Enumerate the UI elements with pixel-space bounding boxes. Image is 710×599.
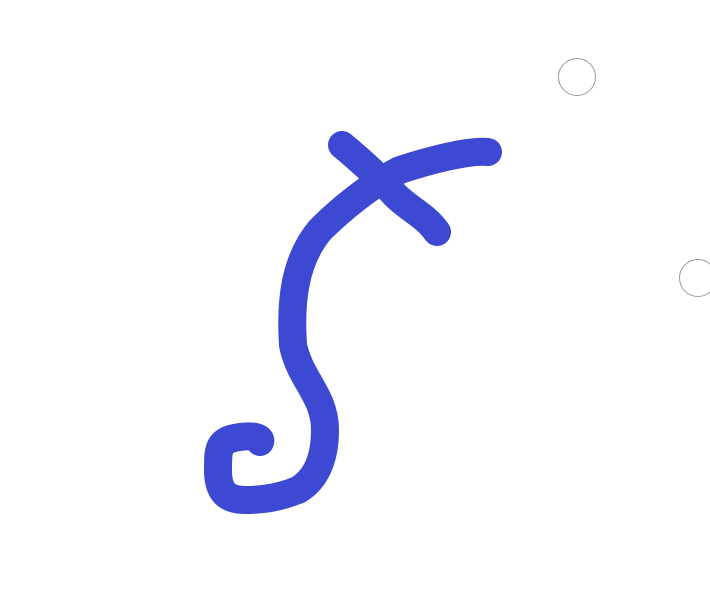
resize-handle-top[interactable]	[558, 58, 596, 96]
s-curve-stroke[interactable]	[218, 152, 488, 500]
resize-handle-right[interactable]	[679, 259, 710, 297]
